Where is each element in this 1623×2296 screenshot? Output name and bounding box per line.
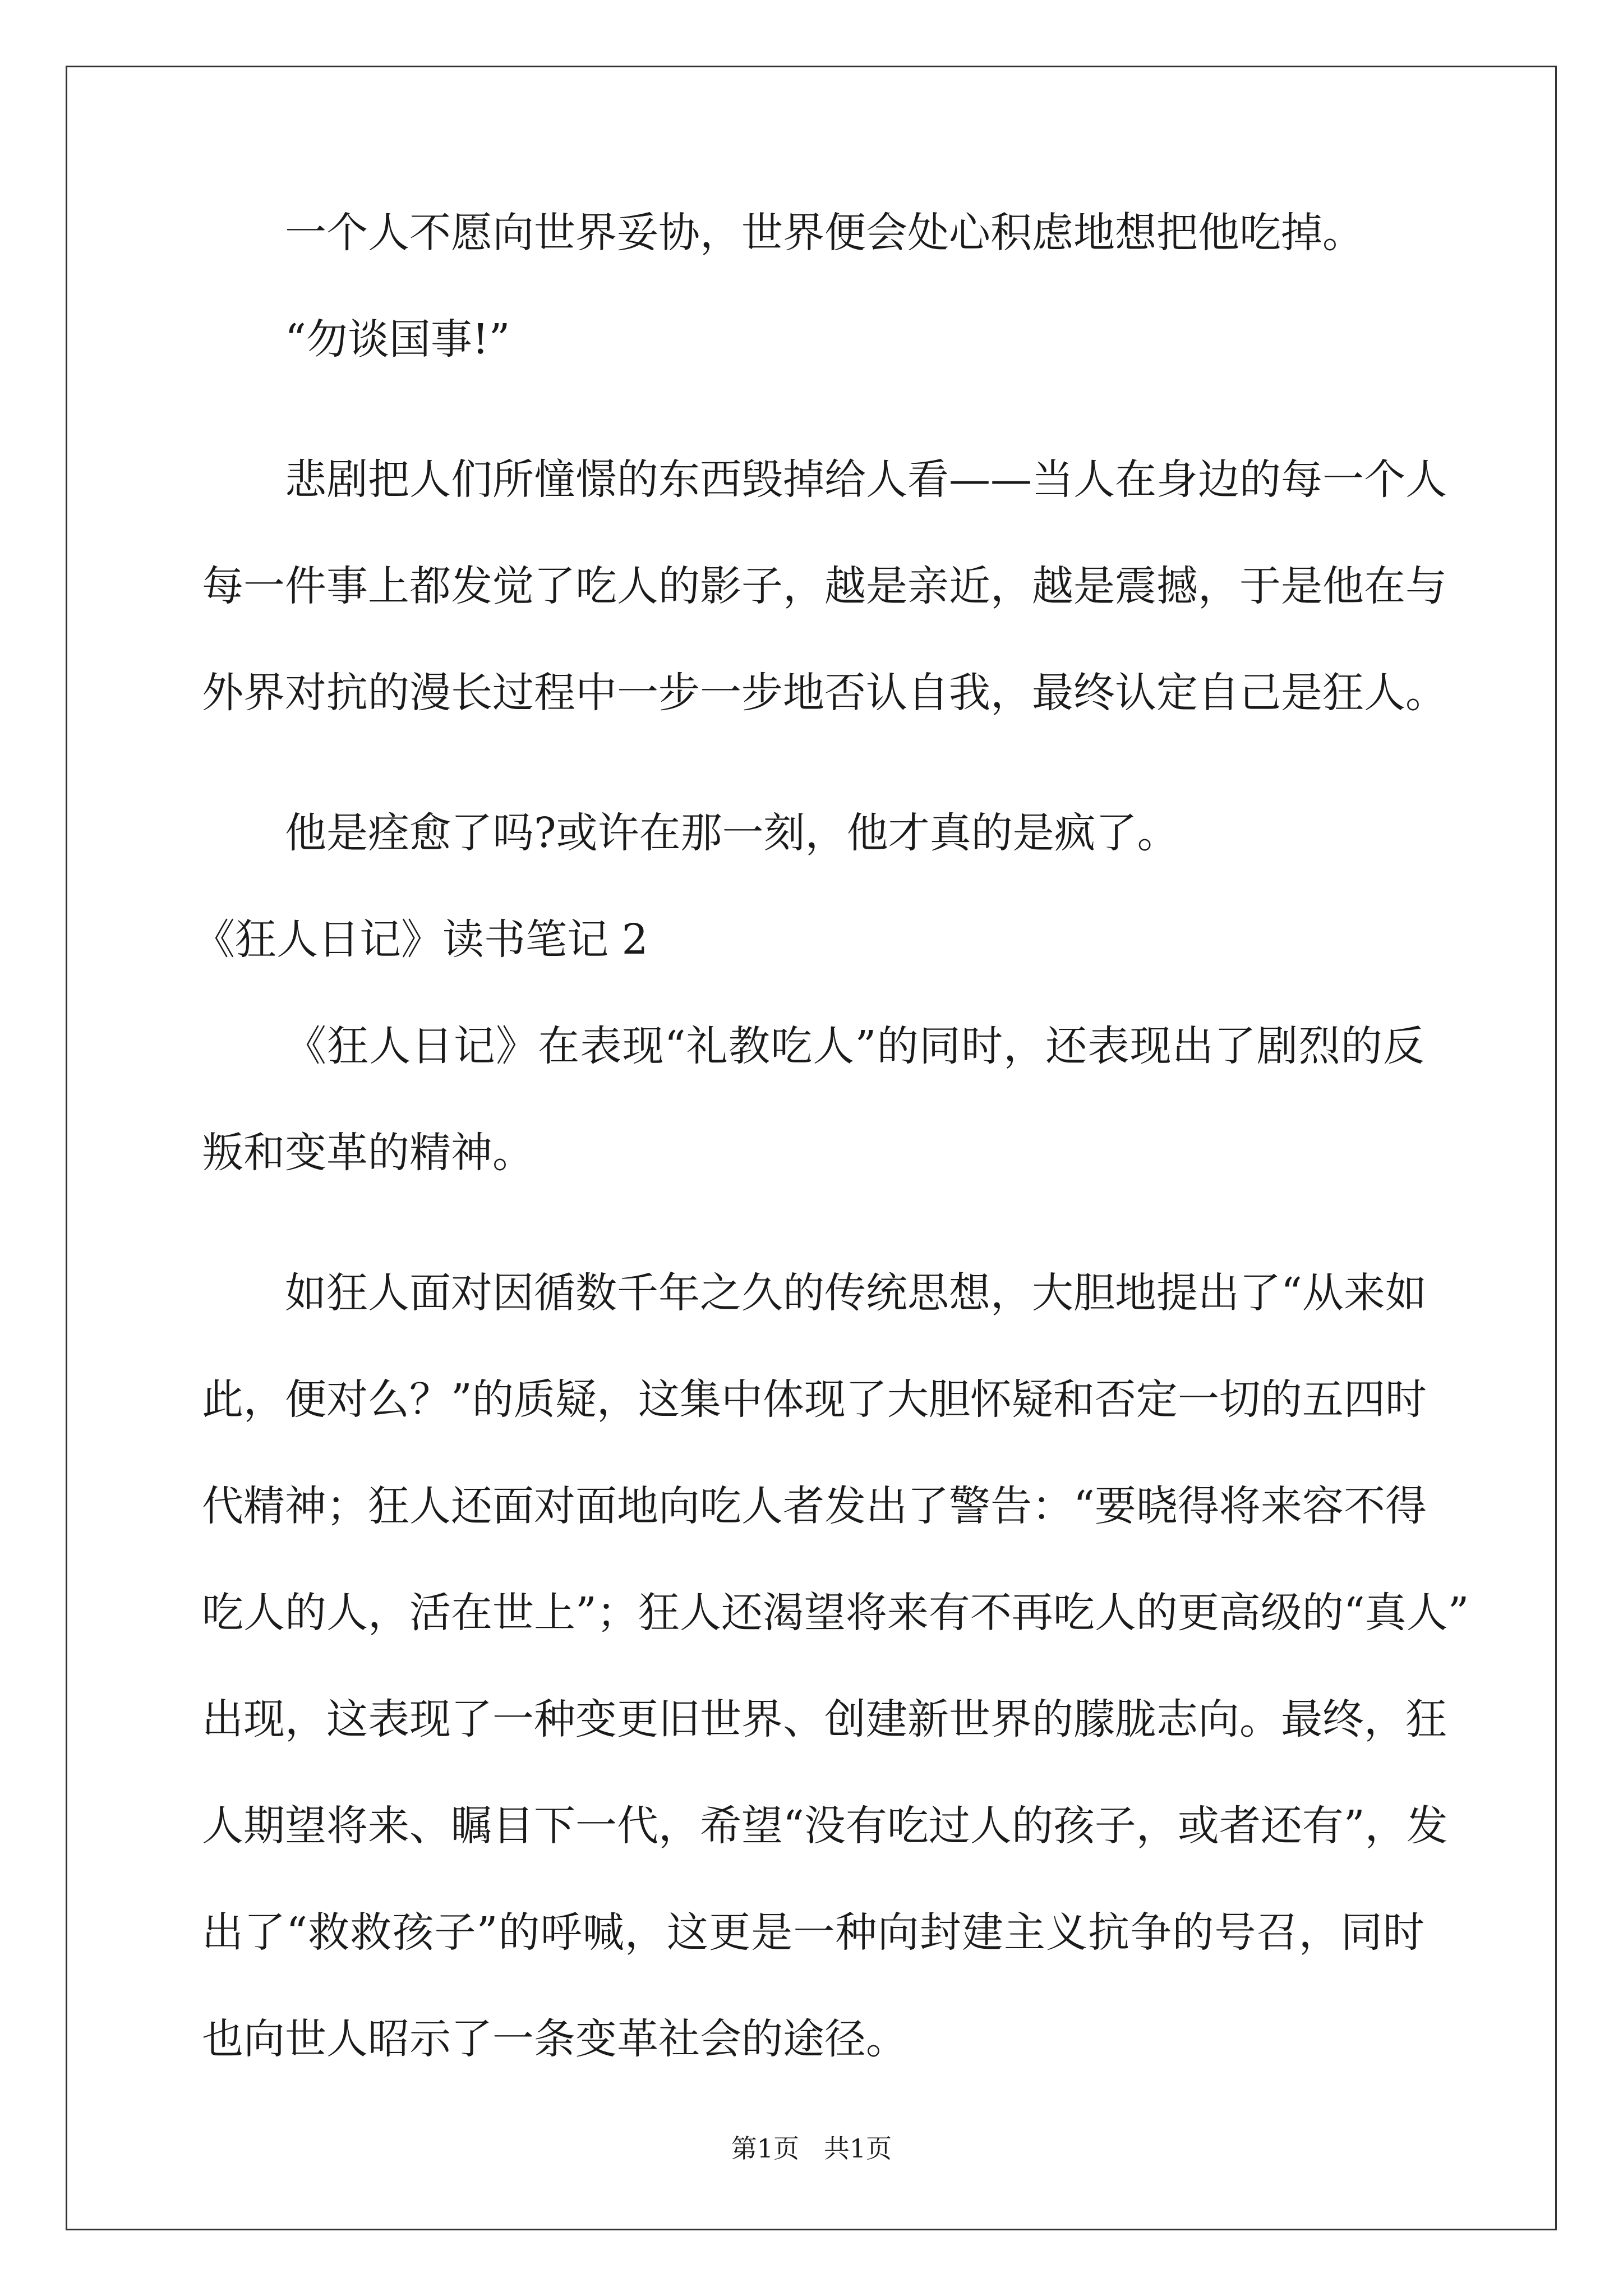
text-line: 一个人不愿向世界妥协，世界便会处心积虑地想把他吃掉。 — [285, 209, 1364, 257]
text-line: “勿谈国事!” — [285, 315, 510, 364]
text-line: 吃人的人，活在世上”；狂人还渴望将来有不再吃人的更高级的“真人” — [202, 1589, 1469, 1637]
text-line: 代精神；狂人还面对面地向吃人者发出了警告：“要晓得将来容不得 — [202, 1482, 1427, 1530]
text-line: 《狂人日记》在表现“礼教吃人”的同时，还表现出了剧烈的反 — [285, 1022, 1424, 1070]
text-line: 悲剧把人们所憧憬的东西毁掉给人看——当人在身边的每一个人 — [285, 455, 1447, 504]
page-footer: 第1页 共1页 — [731, 2133, 892, 2164]
text-line: 人期望将来、瞩目下一代，希望“没有吃过人的孩子，或者还有”，发 — [202, 1802, 1448, 1850]
text-line: 叛和变革的精神。 — [202, 1129, 534, 1177]
text-line: 如狂人面对因循数千年之久的传统思想，大胆地提出了“从来如 — [285, 1269, 1427, 1317]
text-line: 此，便对么？”的质疑，这集中体现了大胆怀疑和否定一切的五四时 — [202, 1375, 1427, 1424]
text-line: 他是痊愈了吗?或许在那一刻，他才真的是疯了。 — [285, 809, 1179, 857]
section-heading: 《狂人日记》读书笔记 2 — [193, 915, 648, 964]
text-line: 也向世人昭示了一条变革社会的途径。 — [202, 2015, 907, 2063]
text-line: 每一件事上都发觉了吃人的影子，越是亲近，越是震撼，于是他在与 — [202, 562, 1447, 610]
text-line: 出现，这表现了一种变更旧世界、创建新世界的朦胧志向。最终，狂 — [202, 1695, 1447, 1743]
text-line: 出了“救救孩子”的呼喊，这更是一种向封建主义抗争的号召，同时 — [202, 1908, 1424, 1957]
text-line: 外界对抗的漫长过程中一步一步地否认自我，最终认定自己是狂人。 — [202, 669, 1447, 717]
